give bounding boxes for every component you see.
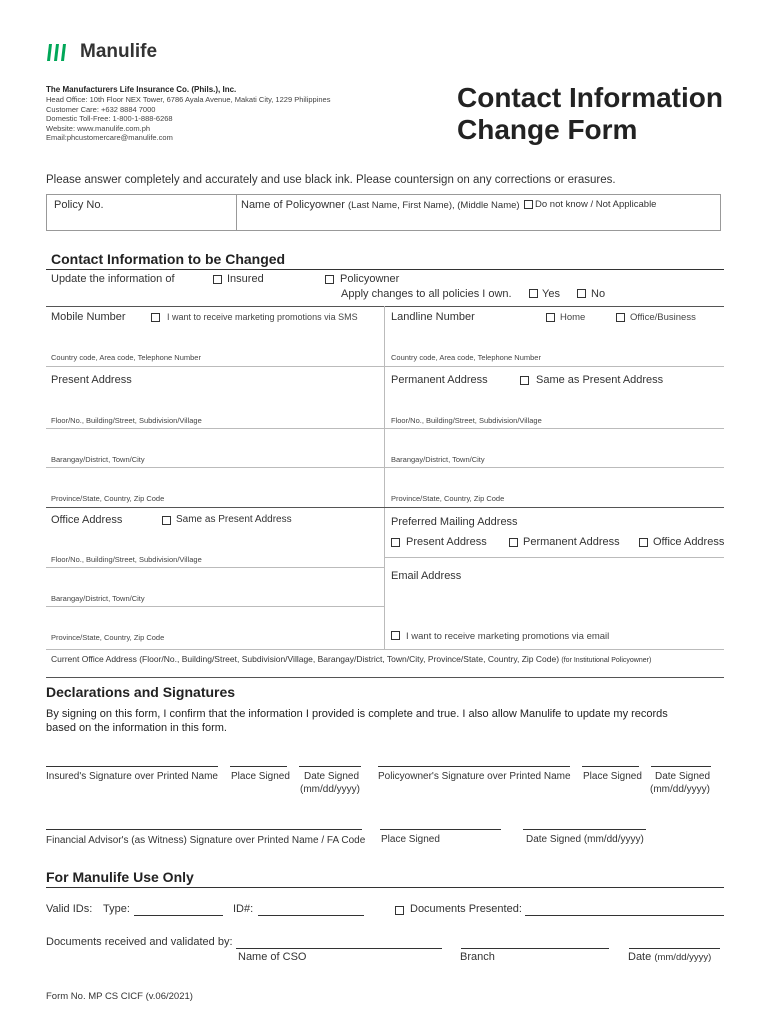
docs-presented-checkbox[interactable] bbox=[395, 906, 404, 915]
insured-date-label: Date Signed bbox=[304, 771, 360, 782]
declarations-text-line1: By signing on this form, I confirm that the information I provided is complete and true. I also allow Manulife to update my records bbox=[46, 708, 668, 720]
office-floor-hint: Floor/No., Building/Street, Subdivision/Village bbox=[51, 555, 202, 564]
permanent-province-hint: Province/State, Country, Zip Code bbox=[391, 494, 505, 503]
grid-line-6-left bbox=[46, 567, 384, 568]
docs-received-label: Documents received and validated by: bbox=[46, 936, 233, 948]
type-label: Type: bbox=[103, 903, 130, 915]
grid-line-top bbox=[46, 306, 724, 307]
current-office-field[interactable] bbox=[51, 654, 651, 664]
mail-office-label: Office Address bbox=[653, 536, 725, 548]
office-address-field[interactable]: Office Address bbox=[51, 514, 123, 526]
present-address-field[interactable]: Present Address bbox=[51, 374, 132, 386]
id-no-label: ID#: bbox=[233, 903, 254, 915]
apply-all-label: Apply changes to all policies I own. bbox=[341, 288, 512, 300]
office-province-hint: Province/State, Country, Zip Code bbox=[51, 633, 165, 642]
cso-label: Name of CSO bbox=[238, 951, 307, 963]
apply-yes-label: Yes bbox=[542, 288, 560, 300]
form-number: Form No. MP CS CICF (v.06/2021) bbox=[46, 991, 193, 1002]
sms-opt-checkbox[interactable] bbox=[151, 313, 160, 322]
apply-no-label: No bbox=[591, 288, 606, 300]
company-toll-free: Domestic Toll-Free: 1-800-1-888-6268 bbox=[46, 114, 173, 123]
office-barangay-hint: Barangay/District, Town/City bbox=[51, 594, 145, 603]
fa-date-line[interactable] bbox=[523, 829, 646, 830]
email-address-field[interactable]: Email Address bbox=[391, 570, 462, 582]
policy-no-field[interactable]: Policy No. bbox=[54, 199, 104, 211]
fa-place-line[interactable] bbox=[380, 829, 501, 830]
insured-place-line[interactable] bbox=[230, 766, 287, 767]
office-business-checkbox[interactable] bbox=[616, 313, 625, 322]
insured-sig-label: Insured's Signature over Printed Name bbox=[46, 771, 218, 782]
mail-present-label: Present Address bbox=[406, 536, 487, 548]
form-title-line2: Change Form bbox=[457, 114, 638, 145]
date-label-text: Date bbox=[628, 951, 652, 963]
type-line[interactable] bbox=[134, 915, 223, 916]
email-opt-label: I want to receive marketing promotions via email bbox=[406, 631, 610, 642]
valid-ids-label: Valid IDs: bbox=[46, 903, 93, 915]
permanent-floor-hint: Floor/No., Building/Street, Subdivision/Village bbox=[391, 416, 542, 425]
policyowner-checkbox[interactable] bbox=[325, 275, 334, 284]
office-same-as-present-label: Same as Present Address bbox=[176, 514, 292, 525]
logo-text: Manulife bbox=[80, 41, 158, 62]
declarations-heading: Declarations and Signatures bbox=[46, 684, 236, 700]
grid-line-2 bbox=[46, 366, 724, 367]
email-opt-checkbox[interactable] bbox=[391, 631, 400, 640]
same-as-present-label: Same as Present Address bbox=[536, 374, 664, 386]
policyowner-date-label: Date Signed bbox=[655, 771, 711, 782]
branch-line[interactable] bbox=[461, 948, 609, 949]
grid-line-5 bbox=[46, 507, 724, 508]
office-use-heading: For Manulife Use Only bbox=[46, 869, 194, 885]
apply-no-checkbox[interactable] bbox=[577, 289, 586, 298]
company-name: The Manufacturers Life Insurance Co. (Phils.), Inc. bbox=[46, 85, 237, 94]
company-website: Website: www.manulife.com.ph bbox=[46, 124, 151, 133]
policyowner-sig-line[interactable] bbox=[378, 766, 570, 767]
policyowner-place-line[interactable] bbox=[582, 766, 639, 767]
office-same-as-present-checkbox[interactable] bbox=[162, 516, 171, 525]
office-business-label: Office/Business bbox=[630, 312, 696, 323]
grid-line-8 bbox=[46, 649, 724, 650]
mobile-hint: Country code, Area code, Telephone Number bbox=[51, 353, 201, 362]
docs-presented-line[interactable] bbox=[525, 915, 724, 916]
cso-line[interactable] bbox=[236, 948, 442, 949]
landline-hint: Country code, Area code, Telephone Number bbox=[391, 353, 541, 362]
not-applicable-label: Do not know / Not Applicable bbox=[535, 199, 657, 210]
fa-date-label: Date Signed (mm/dd/yyyy) bbox=[526, 834, 644, 845]
manulife-logo-icon bbox=[46, 42, 68, 62]
mail-permanent-label: Permanent Address bbox=[523, 536, 620, 548]
id-no-line[interactable] bbox=[258, 915, 364, 916]
mail-permanent-checkbox[interactable] bbox=[509, 538, 518, 547]
branch-label: Branch bbox=[460, 951, 495, 963]
policyowner-name-label: Name of Policyowner bbox=[241, 199, 345, 211]
policyowner-sig-label: Policyowner's Signature over Printed Name bbox=[378, 771, 571, 782]
landline-number-field[interactable]: Landline Number bbox=[391, 311, 475, 323]
sms-opt-label: I want to receive marketing promotions via SMS bbox=[167, 312, 358, 322]
insured-date-format: (mm/dd/yyyy) bbox=[300, 784, 360, 795]
date-line[interactable] bbox=[629, 948, 720, 949]
company-customer-care: Customer Care: +632 8884 7000 bbox=[46, 105, 156, 114]
preferred-mailing-label: Preferred Mailing Address bbox=[391, 516, 518, 528]
date-label bbox=[628, 951, 711, 963]
insured-checkbox[interactable] bbox=[213, 275, 222, 284]
grid-line-6-right bbox=[384, 557, 724, 558]
home-checkbox[interactable] bbox=[546, 313, 555, 322]
contact-heading-rule bbox=[46, 269, 724, 270]
fa-place-label: Place Signed bbox=[381, 834, 440, 845]
insured-date-line[interactable] bbox=[299, 766, 361, 767]
apply-yes-checkbox[interactable] bbox=[529, 289, 538, 298]
permanent-address-field[interactable]: Permanent Address bbox=[391, 374, 488, 386]
insured-sig-line[interactable] bbox=[46, 766, 218, 767]
office-use-rule bbox=[46, 887, 724, 888]
update-label: Update the information of bbox=[51, 273, 175, 285]
policyowner-name-hint: (Last Name, First Name), (Middle Name) bbox=[348, 200, 520, 211]
grid-line-3 bbox=[46, 428, 724, 429]
company-address: Head Office: 10th Floor NEX Tower, 6786 Ayala Avenue, Makati City, 1229 Philippines bbox=[46, 95, 331, 104]
policyowner-label: Policyowner bbox=[340, 273, 400, 285]
present-floor-hint: Floor/No., Building/Street, Subdivision/Village bbox=[51, 416, 202, 425]
mail-office-checkbox[interactable] bbox=[639, 538, 648, 547]
policy-divider bbox=[236, 194, 237, 231]
home-label: Home bbox=[560, 312, 586, 323]
declarations-text-line2: based on the information in this form. bbox=[46, 722, 227, 734]
insured-place-label: Place Signed bbox=[231, 771, 290, 782]
permanent-barangay-hint: Barangay/District, Town/City bbox=[391, 455, 485, 464]
policyowner-date-line[interactable] bbox=[651, 766, 711, 767]
docs-presented-label: Documents Presented: bbox=[410, 903, 522, 915]
policyowner-date-format: (mm/dd/yyyy) bbox=[650, 784, 710, 795]
present-province-hint: Province/State, Country, Zip Code bbox=[51, 494, 165, 503]
policyowner-place-label: Place Signed bbox=[583, 771, 642, 782]
contact-heading: Contact Information to be Changed bbox=[51, 251, 286, 267]
grid-center-divider bbox=[384, 306, 385, 650]
same-as-present-checkbox[interactable] bbox=[520, 376, 529, 385]
company-email: Email:phcustomercare@manulife.com bbox=[46, 133, 173, 142]
mobile-number-field[interactable]: Mobile Number bbox=[51, 311, 126, 323]
fa-sig-label: Financial Advisor's (as Witness) Signature over Printed Name / FA Code bbox=[46, 835, 366, 846]
grid-line-bottom bbox=[46, 677, 724, 678]
date-label-format: (mm/dd/yyyy) bbox=[654, 952, 712, 963]
form-title-line1: Contact Information bbox=[457, 82, 723, 113]
grid-line-7-left bbox=[46, 606, 384, 607]
grid-line-4 bbox=[46, 467, 724, 468]
not-applicable-checkbox[interactable] bbox=[524, 200, 533, 209]
fa-sig-line[interactable] bbox=[46, 829, 362, 830]
current-office-label: Current Office Address (Floor/No., Building/Street, Subdivision/Village, Barangay/District, Town/City, Province/State, Country, Zip Code) bbox=[51, 654, 560, 664]
insured-label: Insured bbox=[227, 273, 264, 285]
instructions: Please answer completely and accurately and use black ink. Please countersign on any corrections or erasures. bbox=[46, 174, 616, 186]
policyowner-name-field[interactable] bbox=[241, 199, 520, 211]
present-barangay-hint: Barangay/District, Town/City bbox=[51, 455, 145, 464]
current-office-note: (for Institutional Policyowner) bbox=[561, 657, 652, 664]
mail-present-checkbox[interactable] bbox=[391, 538, 400, 547]
